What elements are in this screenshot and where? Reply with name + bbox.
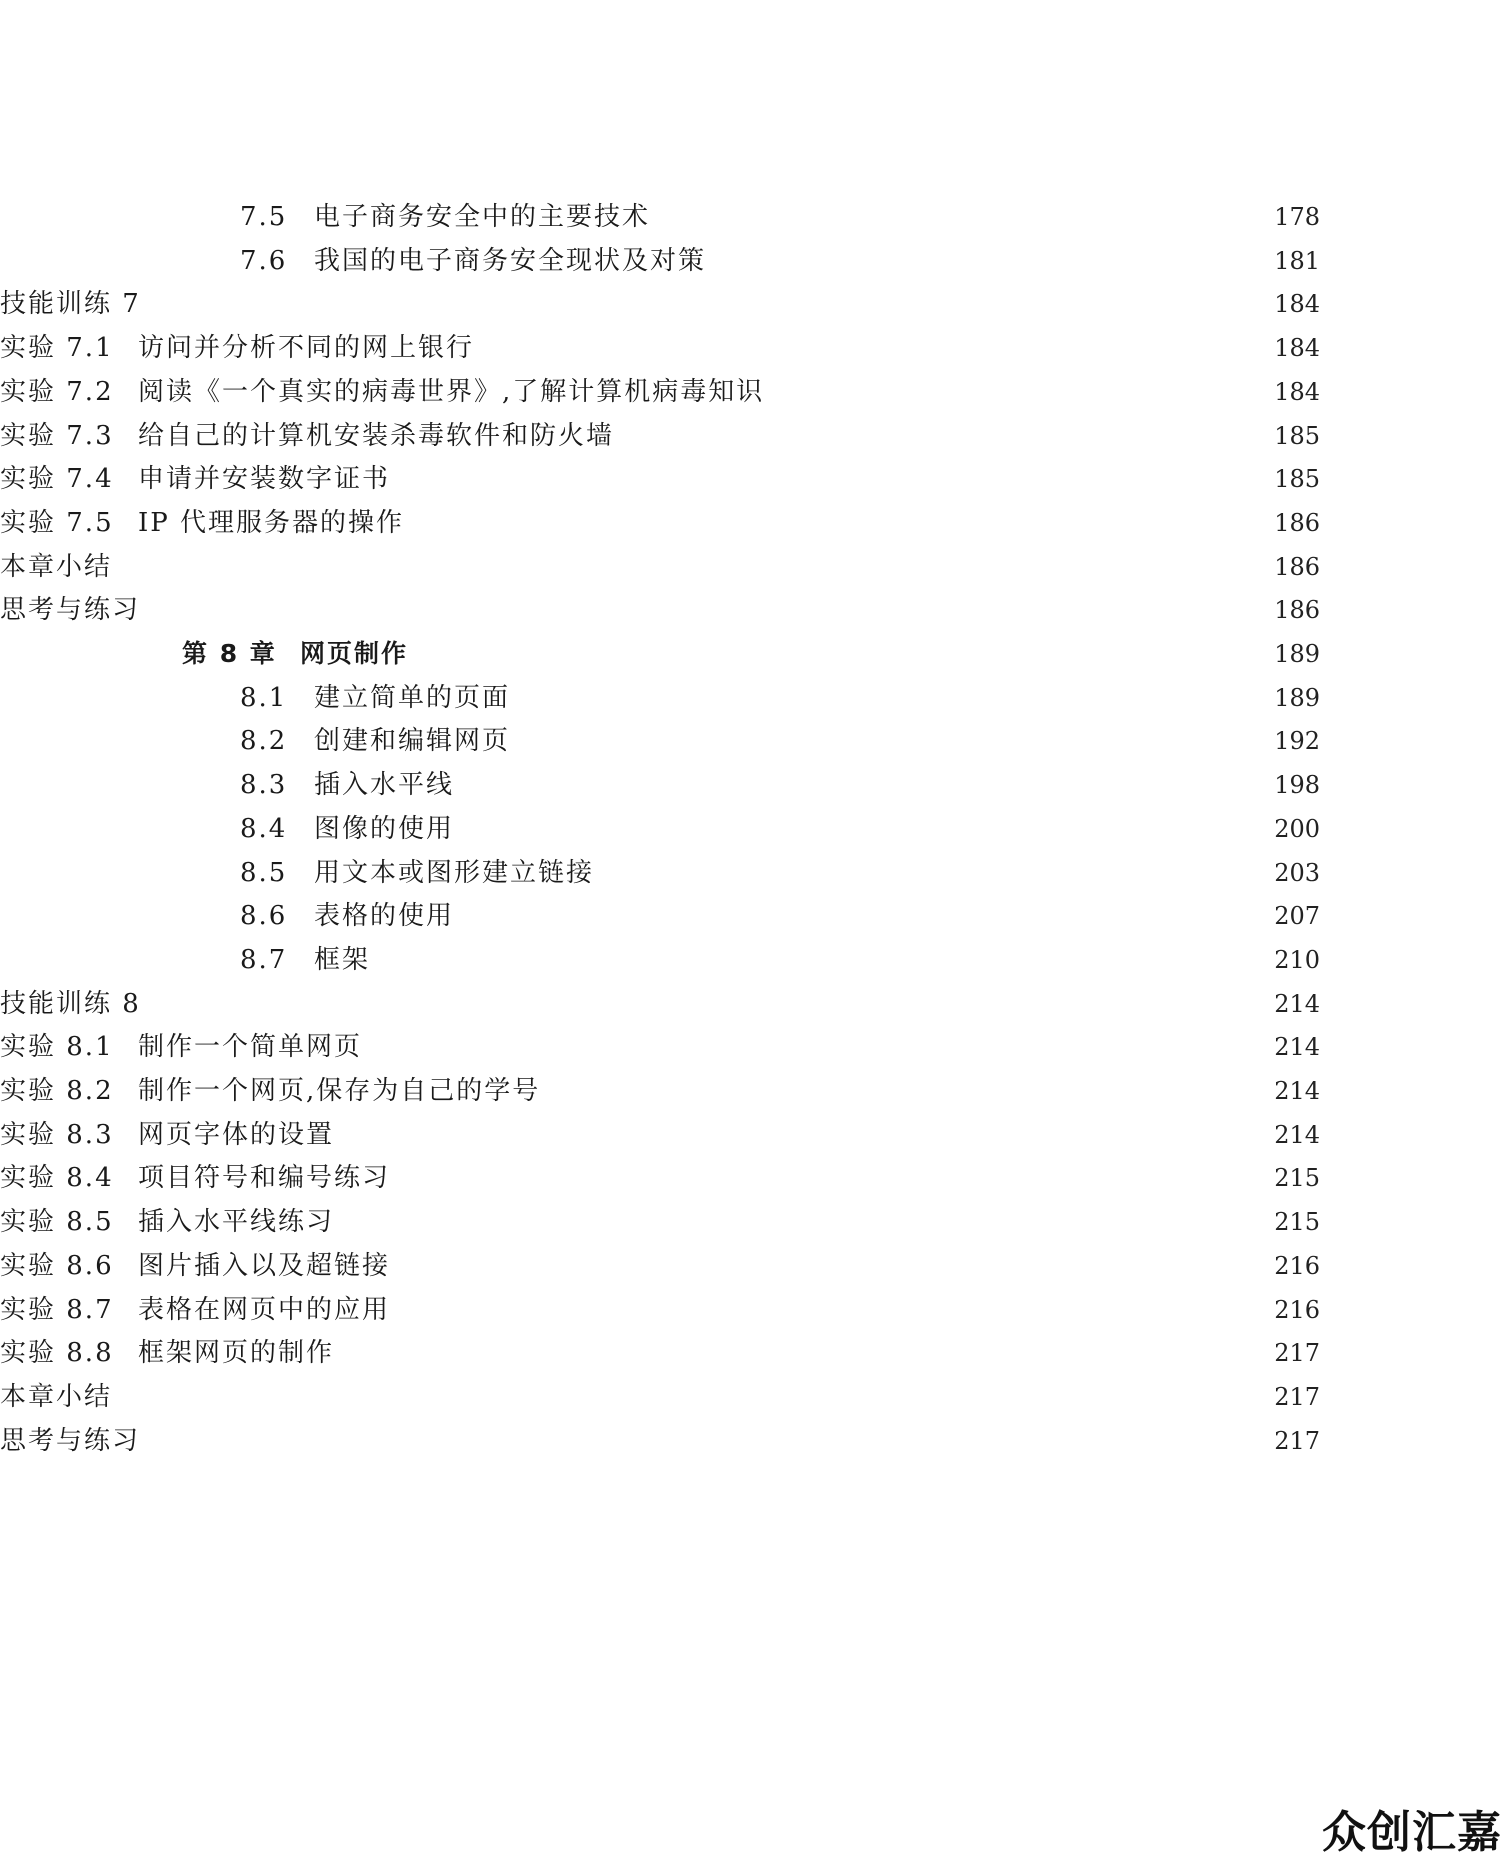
dot-leader (562, 1069, 1246, 1113)
toc-entry-label (0, 1200, 334, 1244)
dot-leader (496, 326, 1246, 370)
toc-entry-label (240, 851, 594, 895)
dot-leader (384, 1025, 1246, 1069)
dot-leader (162, 1419, 1246, 1463)
toc-entry-number: 8.6 (240, 901, 288, 932)
toc-entry-number: 实验 8.4 (0, 1163, 114, 1194)
toc-entry-title: 申请并安装数字证书 (138, 464, 391, 495)
toc-entry-label (0, 457, 390, 501)
toc-entry-title: 项目符号和编号练习 (138, 1163, 391, 1194)
toc-entry (0, 326, 1504, 370)
toc-entry-label (0, 1113, 334, 1157)
toc-entry (0, 1025, 1504, 1069)
toc-entry-title: 制作一个简单网页 (138, 1032, 363, 1063)
toc-entry-title: 网页字体的设置 (138, 1119, 335, 1150)
toc-entry-page-number: 216 (1274, 1295, 1320, 1324)
toc-entry-number: 实验 8.5 (0, 1207, 114, 1238)
watermark-logo: 众创汇嘉 (1322, 1807, 1502, 1858)
toc-entry-page-number: 192 (1274, 727, 1320, 756)
toc-entry-label (0, 1288, 390, 1332)
toc-entry-number: 8.4 (240, 813, 288, 844)
toc-entry (0, 1156, 1504, 1200)
toc-entry-number: 实验 7.2 (0, 376, 114, 407)
dot-leader (672, 195, 1246, 239)
toc-entry-title: 思考与练习 (0, 595, 141, 626)
dot-leader (412, 1156, 1246, 1200)
dot-leader (616, 851, 1246, 895)
toc-entry-title: 框架 (314, 944, 371, 975)
toc-entry (0, 719, 1504, 763)
toc-entry (0, 982, 1504, 1026)
dot-leader (163, 282, 1246, 326)
toc-entry-page-number: 189 (1274, 640, 1320, 668)
toc-entry-label (240, 676, 510, 720)
dot-leader (476, 807, 1246, 851)
dot-leader (728, 239, 1246, 283)
dot-leader (412, 1244, 1246, 1288)
toc-entry-title: IP 代理服务器的操作 (138, 507, 405, 538)
dot-leader (134, 1375, 1246, 1419)
toc-entry-number: 实验 8.1 (0, 1032, 114, 1063)
toc-entry-title: 访问并分析不同的网上银行 (138, 333, 475, 364)
toc-entry-page-number: 214 (1274, 1033, 1320, 1062)
toc-entry-page-number: 184 (1274, 290, 1320, 319)
toc-entry-page-number: 185 (1274, 465, 1320, 494)
toc-entry-page-number: 207 (1274, 902, 1320, 931)
toc-entry-label (240, 894, 454, 938)
toc-entry-number: 实验 8.6 (0, 1250, 114, 1281)
toc-entry-page-number: 215 (1274, 1164, 1320, 1193)
toc-entry-number: 实验 8.3 (0, 1119, 114, 1150)
toc-entry-label (0, 370, 764, 414)
dot-leader (356, 1113, 1246, 1157)
toc-entry (0, 1200, 1504, 1244)
toc-entry-page-number: 181 (1274, 246, 1320, 275)
toc-entry-page-number: 185 (1274, 421, 1320, 450)
toc-entry (0, 1069, 1504, 1113)
toc-entry-title: 建立简单的页面 (314, 682, 511, 713)
toc-entry-label (0, 1419, 140, 1463)
toc-entry-page-number: 216 (1274, 1251, 1320, 1280)
toc-entry (0, 894, 1504, 938)
toc-entry-page-number: 217 (1274, 1339, 1320, 1368)
toc-entry-title: 图像的使用 (314, 813, 455, 844)
toc-entry (0, 807, 1504, 851)
dot-leader (392, 938, 1246, 982)
toc-entry-title: 电子商务安全中的主要技术 (314, 202, 651, 232)
toc-entry (0, 414, 1504, 458)
toc-entry-label (240, 763, 454, 807)
toc-entry-page-number: 214 (1274, 989, 1320, 1018)
toc-entry (0, 1375, 1504, 1419)
toc-entry-label (0, 545, 112, 589)
toc-entry (0, 1331, 1504, 1375)
dot-leader (356, 1331, 1246, 1375)
toc-entry-label (0, 414, 614, 458)
dot-leader (636, 414, 1246, 458)
toc-entry-title: 技能训练 7 (0, 289, 141, 320)
toc-entry-number: 实验 8.7 (0, 1294, 114, 1325)
toc-entry-number: 8.2 (240, 726, 288, 757)
toc-entry-label (0, 501, 404, 545)
dot-leader (476, 894, 1246, 938)
toc-entry-label (240, 719, 510, 763)
toc-entry (0, 851, 1504, 895)
toc-entry (0, 195, 1504, 239)
toc-entry-number: 8.7 (240, 944, 288, 975)
toc-entry-number: 实验 7.3 (0, 420, 114, 451)
dot-leader (532, 719, 1246, 763)
toc-entry (0, 1113, 1504, 1157)
toc-entry-title: 插入水平线练习 (138, 1207, 335, 1238)
dot-leader (356, 1200, 1246, 1244)
toc-entry-number: 实验 8.2 (0, 1076, 114, 1106)
toc-entry-title: 表格的使用 (314, 901, 455, 932)
toc-entry-label (0, 1156, 390, 1200)
toc-entry-label (0, 1331, 334, 1375)
toc-entry-title: 图片插入以及超链接 (138, 1250, 391, 1281)
toc-entry-page-number: 186 (1274, 552, 1320, 581)
toc-entry (0, 501, 1504, 545)
toc-entry-label (240, 938, 370, 982)
toc-entry-page-number: 189 (1274, 683, 1320, 712)
toc-entry-title: 制作一个网页,保存为自己的学号 (138, 1076, 541, 1106)
dot-leader (163, 982, 1246, 1026)
toc-entry-number: 8.5 (240, 857, 288, 888)
toc-chapter-entry (0, 632, 1504, 676)
toc-entry-label (240, 807, 454, 851)
toc-entry-label (182, 632, 408, 676)
dot-leader (412, 457, 1246, 501)
toc-entry-number: 7.6 (240, 245, 288, 276)
toc-entry-page-number: 200 (1274, 814, 1320, 843)
dot-leader (476, 763, 1246, 807)
toc-entry (0, 545, 1504, 589)
toc-entry-label (240, 195, 650, 239)
toc-entry (0, 1244, 1504, 1288)
toc-entry (0, 676, 1504, 720)
toc-entry-title: 创建和编辑网页 (314, 726, 511, 757)
toc-entry-number: 实验 7.1 (0, 333, 114, 364)
toc-entry (0, 239, 1504, 283)
toc-entry-number: 7.5 (240, 202, 288, 232)
toc-entry-title: 本章小结 (0, 1381, 113, 1412)
toc-entry-page-number: 184 (1274, 334, 1320, 363)
toc-entry-label (0, 1025, 362, 1069)
toc-entry-page-number: 186 (1274, 596, 1320, 625)
toc-entry-title: 用文本或图形建立链接 (314, 857, 595, 888)
dot-leader (134, 545, 1246, 589)
toc-entry-label (0, 1244, 390, 1288)
toc-entry-title: 插入水平线 (314, 770, 455, 801)
toc-entry-title: 给自己的计算机安装杀毒软件和防火墙 (138, 420, 615, 451)
toc-entry-title: 表格在网页中的应用 (138, 1294, 391, 1325)
toc-entry-label (0, 1375, 112, 1419)
dot-leader (426, 501, 1246, 545)
toc-entry-page-number: 217 (1274, 1382, 1320, 1411)
toc-entry-page-number: 214 (1274, 1077, 1320, 1105)
toc-entry-number: 实验 8.8 (0, 1338, 114, 1369)
toc-entry-number: 实验 7.4 (0, 464, 114, 495)
toc-entry-number: 8.1 (240, 682, 288, 713)
toc-entry-label (0, 588, 140, 632)
toc-entry-label (0, 282, 141, 326)
toc-entry-title: 我国的电子商务安全现状及对策 (314, 245, 707, 276)
dot-leader (412, 1288, 1246, 1332)
toc-entry-page-number: 215 (1274, 1208, 1320, 1237)
toc-entry-title: 网页制作 (300, 639, 409, 668)
toc-entry-page-number: 186 (1274, 508, 1320, 537)
toc-entry-label (240, 239, 706, 283)
toc-entry-label (0, 982, 141, 1026)
toc-entry-page-number: 217 (1274, 1426, 1320, 1455)
toc-entry-number: 8.3 (240, 770, 288, 801)
toc-entry-label (0, 326, 474, 370)
dot-leader (162, 588, 1246, 632)
toc-entry-page-number: 214 (1274, 1120, 1320, 1149)
toc-entry-number: 第 8 章 (182, 639, 277, 668)
toc-entry (0, 588, 1504, 632)
toc-entry-title: 本章小结 (0, 551, 113, 582)
toc-entry-title: 思考与练习 (0, 1425, 141, 1456)
toc-entry (0, 938, 1504, 982)
toc-entry (0, 370, 1504, 414)
toc-entry (0, 282, 1504, 326)
dot-leader (430, 632, 1246, 676)
toc-entry-page-number: 203 (1274, 858, 1320, 887)
toc-entry-number: 实验 7.5 (0, 507, 114, 538)
toc-entry-title: 框架网页的制作 (138, 1338, 335, 1369)
toc-entry (0, 457, 1504, 501)
toc-entry-page-number: 178 (1274, 203, 1320, 231)
toc-entry-page-number: 184 (1274, 377, 1320, 406)
dot-leader (786, 370, 1246, 414)
toc-entry (0, 1288, 1504, 1332)
toc-entry-page-number: 210 (1274, 945, 1320, 974)
toc-entry-title: 技能训练 8 (0, 988, 141, 1019)
toc-entry (0, 1419, 1504, 1463)
toc-entry-label (0, 1069, 540, 1113)
dot-leader (532, 676, 1246, 720)
toc-entry-title: 阅读《一个真实的病毒世界》,了解计算机病毒知识 (138, 376, 765, 407)
toc-entry (0, 763, 1504, 807)
toc-entry-page-number: 198 (1274, 771, 1320, 800)
